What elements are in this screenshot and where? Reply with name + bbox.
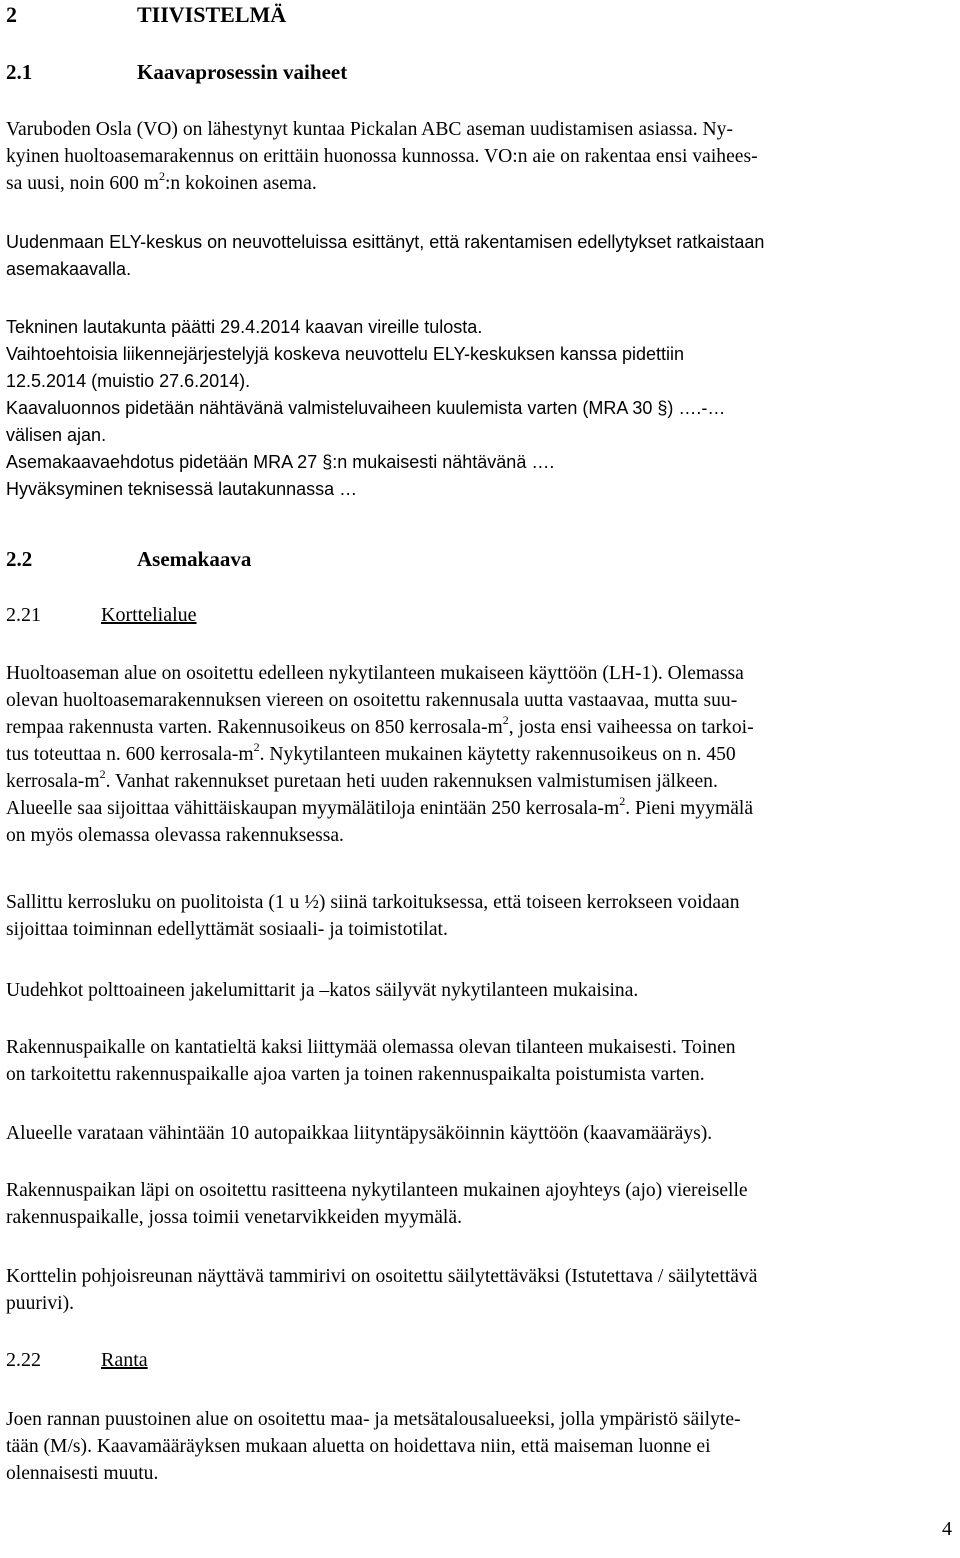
superscript: 2	[253, 740, 260, 754]
text-line	[6, 741, 946, 768]
process-line: välisen ajan.	[6, 425, 107, 445]
text-line: sijoittaa toiminnan edellyttämät sosiaali- ja toimistotilat.	[6, 919, 448, 940]
process-line: Tekninen lautakunta päätti 29.4.2014 kaavan vireille tulosta.	[6, 317, 483, 337]
text-line: Rakennuspaikan läpi on osoitettu rasitteena nykytilanteen mukainen ajoyhteys (ajo) viereiselle	[6, 1180, 748, 1201]
intro-paragraph-1	[6, 116, 946, 197]
text-line: tään (M/s). Kaavamääräyksen mukaan aluetta on hoidettava niin, että maiseman luonne ei	[6, 1436, 711, 1457]
text-line: Uudenmaan ELY-keskus on neuvotteluissa esittänyt, että rakentamisen edellytykset ratkaistaan	[6, 232, 765, 252]
text-line: Alueelle varataan vähintään 10 autopaikkaa liityntäpysäköinnin käyttöön (kaavamääräys).	[6, 1123, 713, 1144]
superscript: 2	[502, 713, 509, 727]
text-line: Uudehkot polttoaineen jakelumittarit ja –katos säilyvät nykytilanteen mukaisina.	[6, 980, 639, 1001]
text-line	[6, 714, 946, 741]
heading-number: 2	[6, 2, 17, 27]
superscript: 2	[99, 767, 106, 781]
heading-ranta	[6, 1349, 148, 1372]
text-line	[6, 170, 946, 197]
intro-paragraph-2	[6, 229, 946, 283]
text-line: olevan huoltoasemarakennuksen viereen on osoitettu rakennusala uutta vastaavaa, mutta suu-	[6, 690, 738, 711]
korttelialue-paragraph-3	[6, 977, 946, 1004]
page-number: 4	[942, 1518, 952, 1540]
text-line: on tarkoitettu rakennuspaikalle ajoa varten ja toinen rakennuspaikalta poistumista varten.	[6, 1064, 705, 1085]
heading-title: Kaavaprosessin vaiheet	[137, 60, 348, 84]
heading-number: 2.22	[6, 1349, 41, 1371]
text-fragment: tus toteuttaa n. 600 kerrosala-m	[6, 744, 254, 765]
heading-title: Korttelialue	[101, 604, 197, 626]
text-fragment: Alueelle saa sijoittaa vähittäiskaupan myymälätiloja enintään 250 kerrosala-m	[6, 798, 620, 819]
text-line: kyinen huoltoasemarakennus on erittäin huonossa kunnossa. VO:n aie on rakentaa ensi vaihees-	[6, 146, 758, 167]
text-fragment: kerrosala-m	[6, 771, 100, 792]
text-line: Korttelin pohjoisreunan näyttävä tammirivi on osoitettu säilytettäväksi (Istutettava / säilytettävä	[6, 1266, 758, 1287]
heading-title: TIIVISTELMÄ	[137, 2, 287, 27]
text-fragment: . Pieni myymälä	[625, 798, 754, 819]
process-line: 12.5.2014 (muistio 27.6.2014).	[6, 371, 251, 391]
heading-title: Asemakaava	[137, 547, 252, 571]
text-fragment: :n kokoinen asema.	[164, 173, 317, 194]
heading-number: 2.2	[6, 547, 33, 571]
heading-asemakaava	[6, 547, 251, 572]
heading-number: 2.21	[6, 604, 41, 626]
ranta-paragraph	[6, 1406, 946, 1487]
korttelialue-paragraph-2	[6, 889, 946, 943]
korttelialue-paragraph-4	[6, 1034, 946, 1088]
text-fragment: sa uusi, noin 600 m	[6, 173, 159, 194]
text-line: rakennuspaikalle, jossa toimii venetarvikkeiden myymälä.	[6, 1207, 462, 1228]
superscript: 2	[619, 794, 626, 808]
text-fragment: . Nykytilanteen mukainen käytetty rakennusoikeus on n. 450	[259, 744, 736, 765]
text-line: Rakennuspaikalle on kantatieltä kaksi liittymää olemassa olevan tilanteen mukaisesti. Toinen	[6, 1037, 736, 1058]
process-line: Vaihtoehtoisia liikennejärjestelyjä koskeva neuvottelu ELY-keskuksen kanssa pidettiin	[6, 344, 685, 364]
korttelialue-paragraph-5	[6, 1120, 946, 1147]
heading-tiivistelma	[6, 2, 286, 28]
heading-korttelialue	[6, 604, 197, 627]
heading-number: 2.1	[6, 60, 33, 84]
process-list	[6, 314, 946, 503]
text-line: on myös olemassa olevassa rakennuksessa.	[6, 825, 344, 846]
korttelialue-paragraph-1	[6, 660, 946, 849]
text-line	[6, 795, 946, 822]
process-line: Hyväksyminen teknisessä lautakunnassa …	[6, 479, 358, 499]
text-line: Sallittu kerrosluku on puolitoista (1 u ½) siinä tarkoituksessa, että toiseen kerrokseen voidaan	[6, 892, 740, 913]
process-line: Asemakaavaehdotus pidetään MRA 27 §:n mukaisesti nähtävänä ….	[6, 452, 555, 472]
text-fragment: , josta ensi vaiheessa on tarkoi-	[508, 717, 754, 738]
text-line: puurivi).	[6, 1293, 75, 1314]
text-line	[6, 768, 946, 795]
text-fragment: rempaa rakennusta varten. Rakennusoikeus on 850 kerrosala-m	[6, 717, 503, 738]
heading-title: Ranta	[101, 1349, 148, 1371]
korttelialue-paragraph-6	[6, 1177, 946, 1231]
text-line: Varuboden Osla (VO) on lähestynyt kuntaa Pickalan ABC aseman uudistamisen asiassa. Ny-	[6, 119, 733, 140]
text-line: asemakaavalla.	[6, 259, 132, 279]
heading-kaavaprosessin-vaiheet	[6, 60, 347, 85]
korttelialue-paragraph-7	[6, 1263, 946, 1317]
superscript: 2	[158, 169, 165, 183]
text-line: Huoltoaseman alue on osoitettu edelleen nykytilanteen mukaiseen käyttöön (LH-1). Olemassa	[6, 663, 744, 684]
process-line: Kaavaluonnos pidetään nähtävänä valmisteluvaiheen kuulemista varten (MRA 30 §) ….-…	[6, 398, 726, 418]
text-line: Joen rannan puustoinen alue on osoitettu maa- ja metsätalousalueeksi, jolla ympäristö säilyte-	[6, 1409, 741, 1430]
text-line: olennaisesti muutu.	[6, 1463, 159, 1484]
text-fragment: . Vanhat rakennukset puretaan heti uuden rakennuksen valmistumisen jälkeen.	[105, 771, 718, 792]
